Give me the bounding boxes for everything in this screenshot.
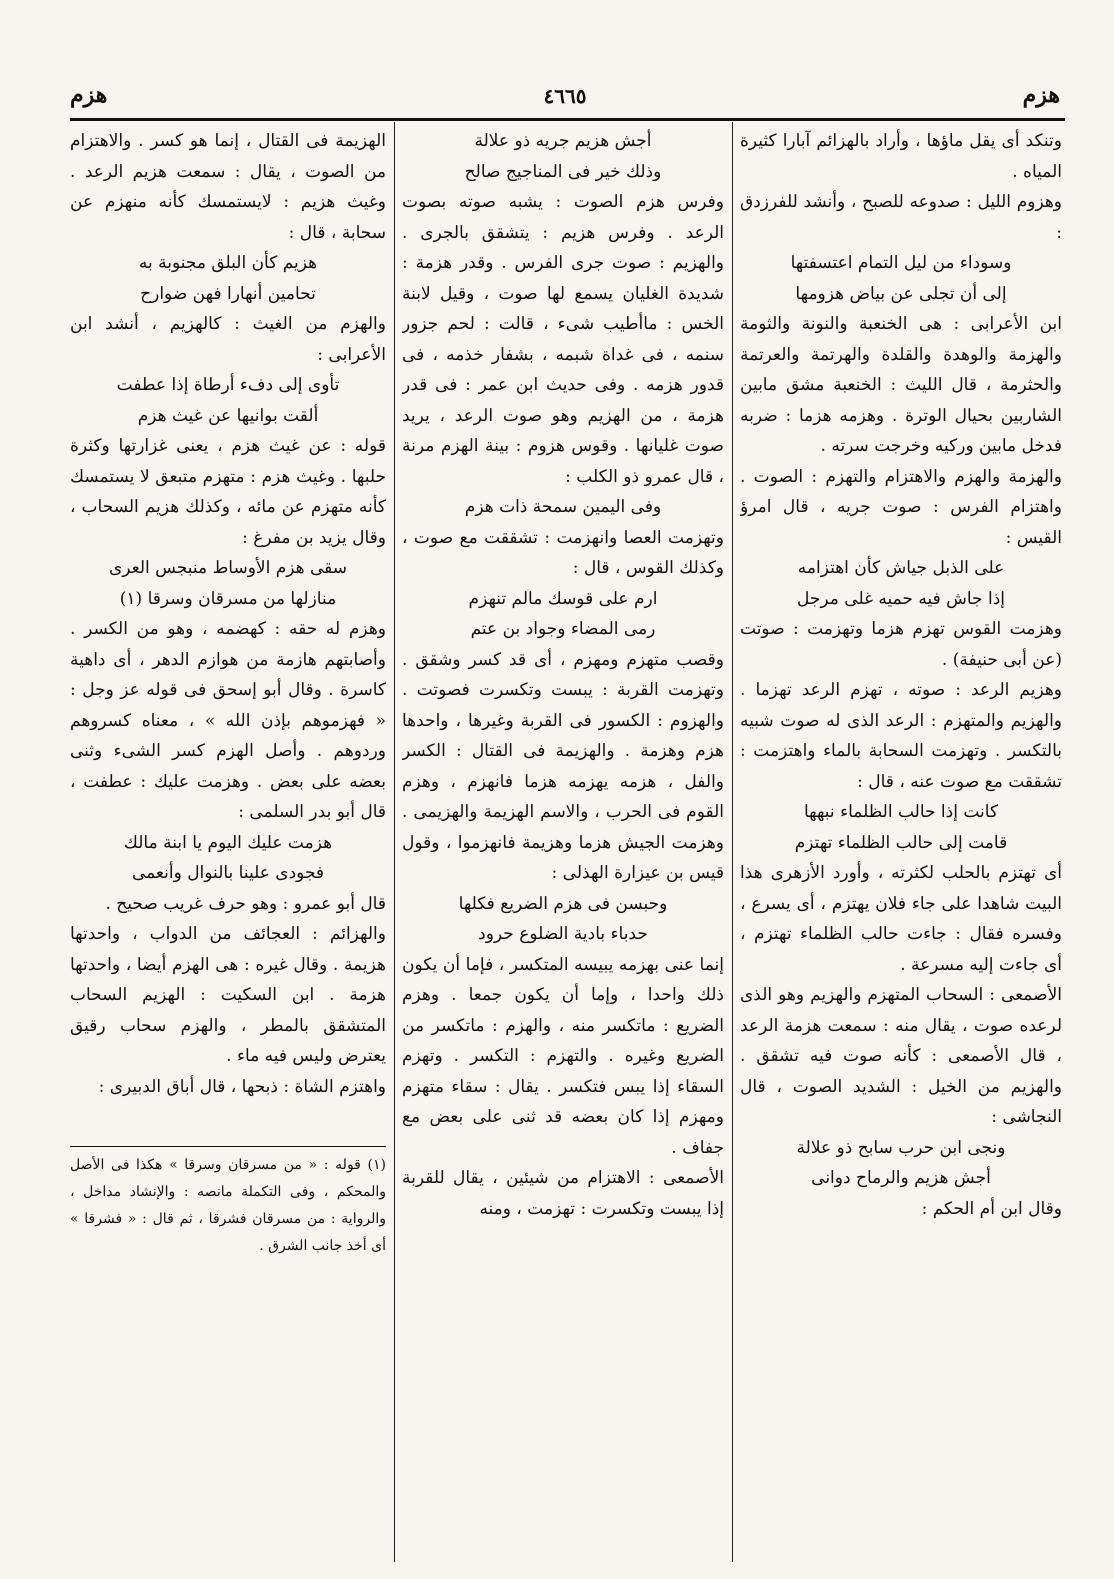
column-divider	[732, 122, 733, 1562]
verse-line: قامت إلى حالب الظلماء تهتزم	[794, 832, 1008, 853]
paragraph: الهزيمة فى القتال ، إنما هو كسر . والاهتزام من الصوت ، يقال : سمعت هزيم الرعد . وغيث هزيم : لايستمسك كأنه منهزم عن سحابة ، قال :	[70, 131, 386, 243]
paragraph: وهزمت القوس تهزم هزما وتهزمت : صوتت (عن أبى حنيفة) .	[740, 619, 1062, 670]
verse-line: أجش هزيم والرماح دوانى	[811, 1168, 991, 1188]
verse-line: على الذبل جياش كأن اهتزامه	[797, 558, 1005, 578]
column-right	[740, 126, 1062, 1556]
verse-line: حدباء بادية الضلوع حرود	[478, 924, 648, 944]
verse-line: ونجى ابن حرب سابح ذو علالة	[796, 1137, 1006, 1158]
paragraph: وفرس هزم الصوت : يشبه صوته بصوت الرعد . وفرس هزيم : يتشقق بالجرى . والهزيم : صوت جرى الفرس . وقدر هزمة : شديدة الغليان يسمع لها صوت ، وقيل لابنة الخس : ماأطيب شىء ، قالت : لحم جزور سنمه ، فى غداة شبمه ، بشفار خذمه ، فى قدور هزمه . وفى حديث ابن عمر : فى قدر هزمة ، من الهزيم وهو صوت الرعد ، يريد صوت غليانها . وقوس هزوم : بينة الهزم مرنة ، قال عمرو ذو الكلب :	[402, 192, 724, 487]
verse-line: تأوى إلى دفء أرطاة إذا عطفت	[116, 375, 340, 395]
verse-line: منازلها من مسرقان وسرقا (١)	[119, 588, 337, 609]
verse-line: وفى اليمين سمحة ذات هزم	[464, 497, 662, 517]
paragraph: والهزمة والهزم والاهتزام والتهزم : الصوت . واهتزام الفرس : صوت جريه ، قال امرؤ القيس :	[740, 466, 1062, 548]
verse-line: كانت إذا حالب الظلماء نبهها	[803, 802, 999, 822]
verse-line: وذلك خير فى المناجيج صالح	[464, 161, 662, 182]
paragraph: إنما عنى بهزمه يبيسه المتكسر ، فإما أن يكون ذلك واحدا ، وإما أن يكون جمعا . وهزم الضريع : ماتكسر منه ، والهزم : ماتكسر من الضريع وغيره . والتهزم : التكسر . وتهزم السقاء إذا يبس فتكسر . يقال : سقاء متهزم ومهزم إذا كان بعضه قد ثنى على بعض مع جفاف .	[402, 954, 724, 1158]
footnote: (١) قوله : « من مسرقان وسرقا » هكذا فى الأصل والمحكم ، وفى التكملة مانصه : والإنشاد مداخل ، والرواية : من مسرقان فشرقا ، ثم قال : « فشرقا » أى أخذ جانب الشرق .	[70, 1157, 386, 1254]
footnote-rule	[70, 1146, 386, 1147]
header-rule	[70, 118, 1065, 121]
paragraph: أى تهتزم بالحلب لكثرته ، وأورد الأزهرى هذا البيت شاهدا على جاء فلان يهتزم ، أى يسرع ، وفسره فقال : جاءت حالب الظلماء تهتزم ، أى جاءت إليه مسرعة .	[740, 863, 1062, 975]
paragraph: ابن الأعرابى : هى الخنعبة والنونة والثومة والهزمة والوهدة والقلدة والهرتمة والعرتمة والحثرمة ، قال الليث : الخنعبة مشق مابين الشاربين بحيال الوترة . وهزمه هزما : ضربه فدخل مابين وركيه وخرجت سرته .	[740, 314, 1062, 456]
paragraph: وهزم له حقه : كهضمه ، وهو من الكسر . وأصابتهم هازمة من هوازم الدهر ، أى داهية كاسرة . وقال أبو إسحق فى قوله عز وجل : « فهزموهم بإذن الله » ، معناه كسروهم وردوهم . وأصل الهزم كسر الشىء وثنى بعضه على بعض . وهزمت عليك : عطفت ، قال أبو بدر السلمى :	[70, 619, 386, 822]
paragraph: قوله : عن غيث هزم ، يعنى غزارتها وكثرة حلبها . وغيث هزم : متهزم متبعق لا يستمسك كأنه متهزم عن مائه ، وكذلك هزيم السحاب ، وقال يزيد بن مفرغ :	[70, 436, 386, 548]
headword-right: هزم	[1022, 82, 1060, 108]
paragraph: وتنكد أى يقل ماؤها ، وأراد بالهزائم آبارا كثيرة المياه .	[740, 131, 1062, 182]
paragraph: قال أبو عمرو : وهو حرف غريب صحيح .	[105, 893, 386, 914]
verse-line: ارم على قوسك مالم تنهزم	[468, 588, 658, 609]
paragraph: والهزم من الغيث : كالهزيم ، أنشد ابن الأعرابى :	[70, 314, 386, 365]
column-middle	[402, 126, 724, 1556]
paragraph: الأصمعى : السحاب المتهزم والهزيم وهو الذى لرعده صوت ، يقال منه : سمعت هزمة الرعد ، قال الأصمعى : كأنه صوت فيه تشقق . والهزيم من الخيل : الشديد الصوت ، قال النجاشى :	[740, 985, 1062, 1127]
verse-line: وحبسن فى هزم الضريع فكلها	[458, 893, 668, 914]
verse-line: إذا جاش فيه حميه غلى مرجل	[797, 588, 1005, 609]
paragraph: وهزيم الرعد : صوته ، تهزم الرعد تهزما . والهزيم والمتهزم : الرعد الذى له صوت شبيه بالتكسر . وتهزمت السحابة بالماء واهتزمت : تشققت مع صوت عنه ، قال :	[740, 680, 1062, 792]
paragraph: وتهزمت العصا وانهزمت : تشققت مع صوت ، وكذلك القوس ، قال :	[402, 527, 724, 578]
paragraph: وهزوم الليل : صدوعه للصبح ، وأنشد للفرزدق :	[740, 192, 1062, 243]
page-header	[70, 78, 1060, 118]
paragraph: الأصمعى : الاهتزام من شيئين ، يقال للقربة إذا يبست وتكسرت : تهزمت ، ومنه	[402, 1168, 724, 1219]
column-divider	[394, 122, 395, 1562]
verse-line: فجودى علينا بالنوال وأنعمى	[131, 863, 325, 883]
paragraph: وقصب متهزم ومهزم ، أى قد كسر وشقق . وتهزمت القربة : يبست وتكسرت فصوتت . والهزوم : الكسور فى القربة وغيرها ، واحدها هزم وهزمة . والهزيمة فى القتال : الكسر والفل ، هزمه يهزمه هزما فانهزم ، وهزم القوم فى الحرب ، والاسم الهزيمة والهزيمى . وهزمت الجيش هزما وهزيمة فانهزموا ، وقول قيس بن عيزارة الهذلى :	[402, 649, 724, 883]
verse-line: أجش هزيم جريه ذو علالة	[474, 131, 652, 151]
column-left	[70, 126, 386, 1146]
paragraph: والهزائم : العجائف من الدواب ، واحدتها هزيمة . وقال غيره : هى الهزم أيضا ، واحدتها هزمة . ابن السكيت : الهزيم السحاب المتشقق بالمطر ، والهزم سحاب رقيق يعترض وليس فيه ماء .	[70, 924, 386, 1066]
verse-line: هزمت عليك اليوم يا ابنة مالك	[123, 832, 333, 853]
verse-line: رمى المضاء وجواد بن عتم	[470, 619, 656, 639]
paragraph: واهتزم الشاة : ذبحها ، قال أباق الدبيرى :	[98, 1076, 386, 1097]
verse-line: سقى هزم الأوساط منبجس العرى	[108, 558, 348, 578]
verse-line: تحامين أنهارا فهن ضوارح	[140, 283, 316, 304]
verse-line: وسوداء من ليل التمام اعتسفتها	[790, 253, 1012, 273]
verse-line: ألقت بوانيها عن غيث هزم	[137, 405, 319, 426]
verse-line: هزيم كأن البلق مجنوبة به	[138, 253, 318, 273]
headword-left: هزم	[70, 82, 108, 108]
verse-line: إلى أن تجلى عن بياض هزومها	[795, 283, 1007, 304]
page-number: ٤٦٦٥	[543, 84, 587, 108]
paragraph: وقال ابن أم الحكم :	[921, 1198, 1062, 1219]
